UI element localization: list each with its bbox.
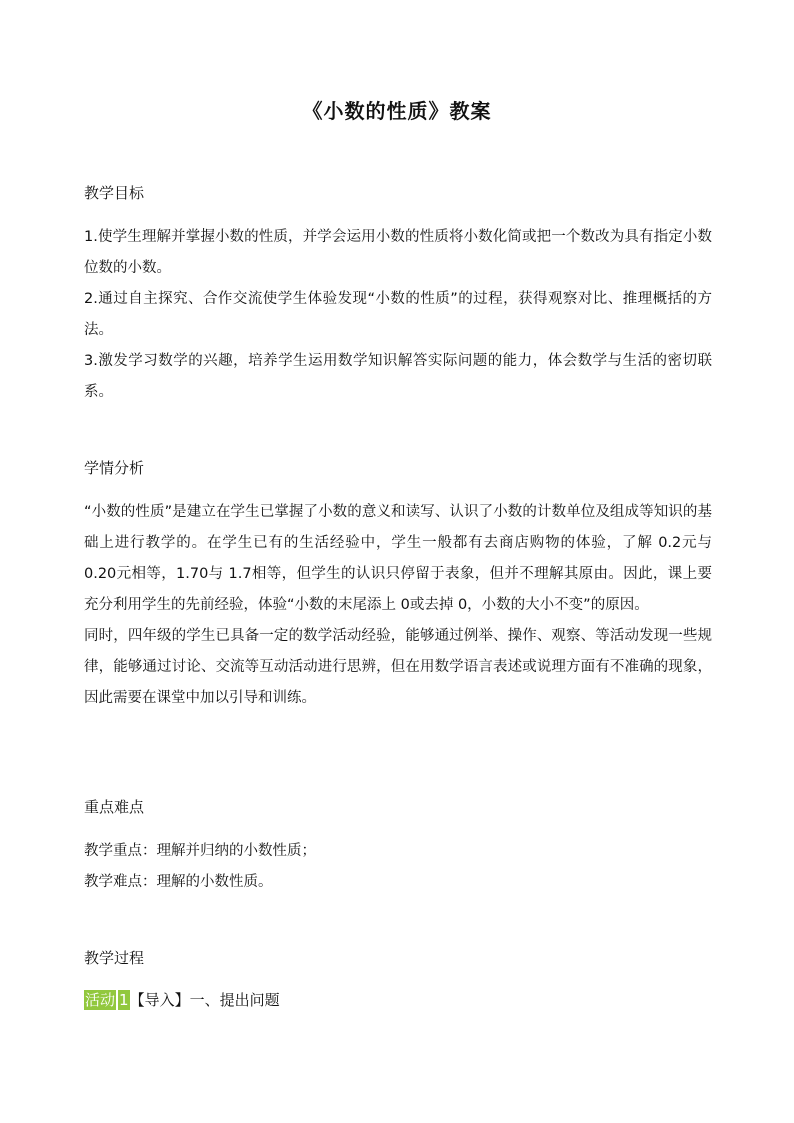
- activity-line: [84, 987, 280, 1013]
- section-body-analysis: [84, 497, 712, 714]
- objective-item: 1.使学生理解并掌握小数的性质，并学会运用小数的性质将小数化简或把一个数改为具有指定小数位数的小数。: [84, 229, 712, 276]
- objective-item: 2.通过自主探究、合作交流使学生体验发现“小数的性质”的过程，获得观察对比、推理概括的方法。: [84, 291, 712, 338]
- key-point-item: 教学难点：理解的小数性质。: [84, 874, 273, 890]
- activity-badge: 活动: [85, 991, 116, 1009]
- section-heading-key-points: 重点难点: [84, 798, 145, 816]
- section-heading-process: 教学过程: [84, 949, 145, 967]
- section-heading-analysis: 学情分析: [84, 459, 145, 477]
- section-heading-objectives: 教学目标: [84, 184, 145, 202]
- document-title: 《小数的性质》教案: [302, 99, 492, 123]
- section-body-key-points: [84, 836, 712, 898]
- key-point-item: 教学重点：理解并归纳的小数性质；: [84, 843, 316, 859]
- analysis-paragraph: “小数的性质”是建立在学生已掌握了小数的意义和读写、认识了小数的计数单位及组成等知识的基础上进行教学的。在学生已有的生活经验中，学生一般都有去商店购物的体验，了解 0.2元与 0.20元相等，1.70与 1.7相等，但学生的认识只停留于表象，但并不理解其原由。因此，课上要充分利用学生的先前经验，体验“小数的末尾添上 0或去掉 0，小数的大小不变”的原因。: [84, 504, 712, 613]
- section-body-objectives: [84, 222, 712, 408]
- activity-title: 【导入】一、提出问题: [129, 991, 280, 1009]
- objective-item: 3.激发学习数学的兴趣，培养学生运用数学知识解答实际问题的能力，体会数学与生活的密切联系。: [84, 353, 712, 400]
- activity-badge-number: 1: [119, 991, 129, 1009]
- analysis-paragraph: 同时，四年级的学生已具备一定的数学活动经验，能够通过例举、操作、观察、等活动发现一些规律，能够通过讨论、交流等互动活动进行思辨，但在用数学语言表述或说理方面有不准确的现象，因此需要在课堂中加以引导和训练。: [84, 628, 712, 706]
